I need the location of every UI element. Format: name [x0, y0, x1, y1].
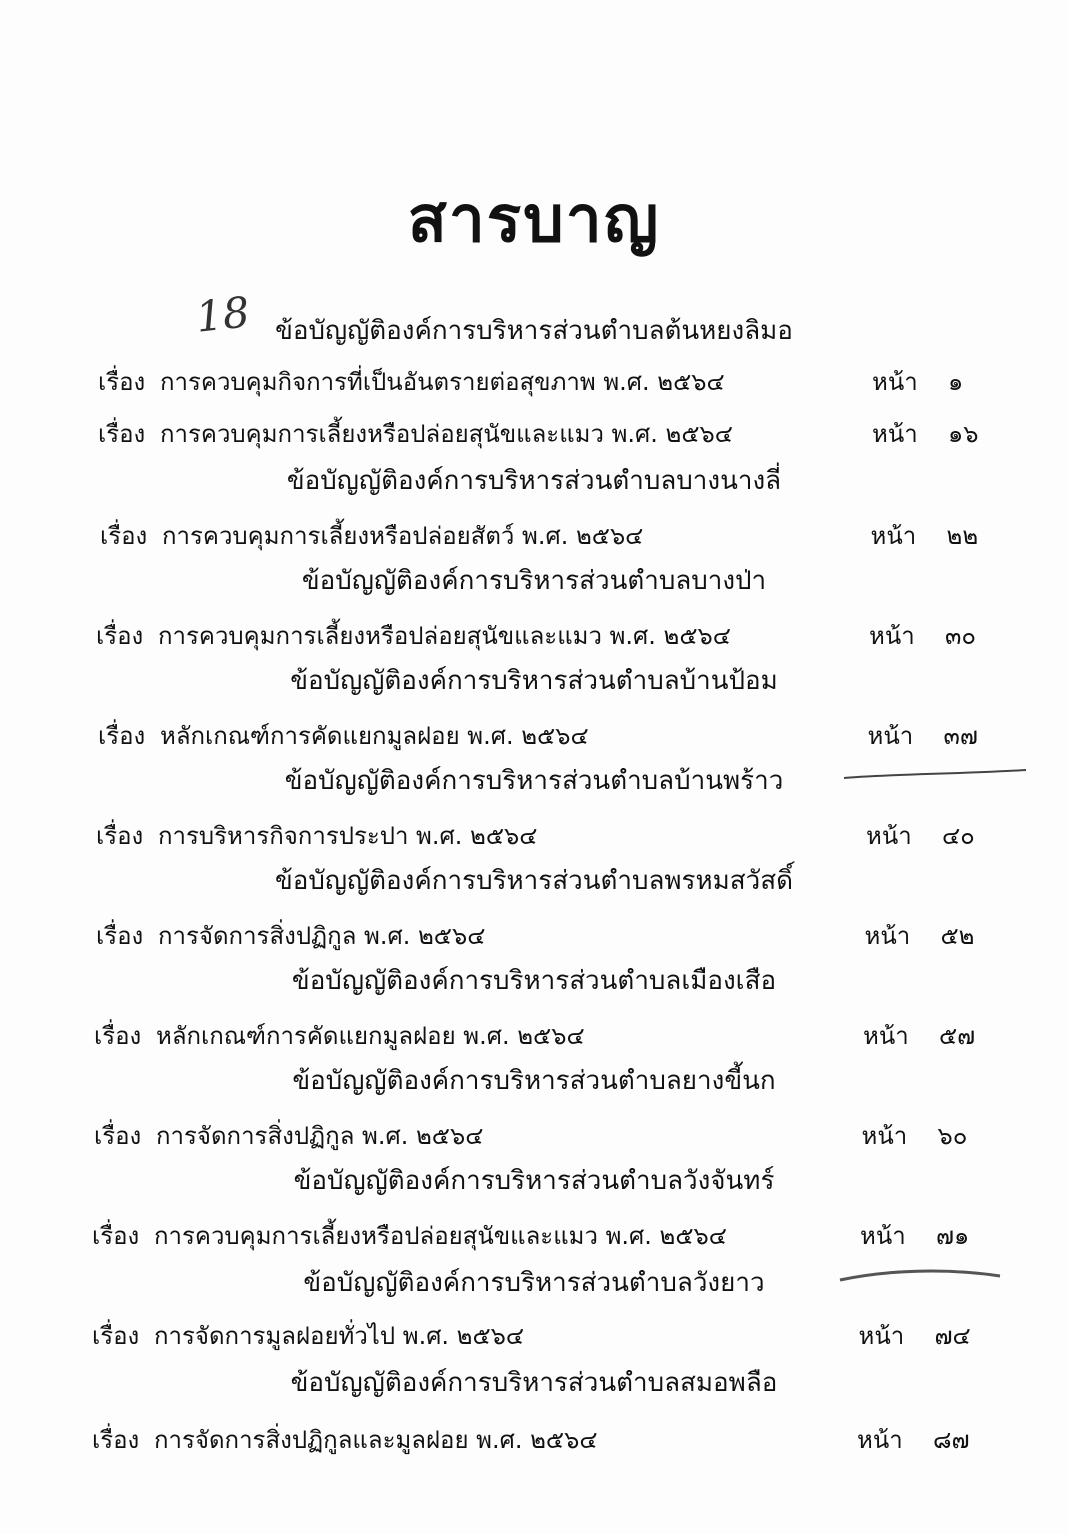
page-number: ๗๔ [934, 1322, 971, 1350]
toc-entry [0, 916, 1068, 956]
entry-prefix: เรื่อง [98, 368, 146, 396]
entry-prefix: เรื่อง [92, 1426, 140, 1454]
entry-prefix: เรื่อง [92, 1322, 140, 1350]
entry-subject: หลักเกณฑ์การคัดแยกมูลฝอย พ.ศ. ๒๕๖๔ [160, 722, 589, 750]
entry-subject: การจัดการสิ่งปฏิกูล พ.ศ. ๒๕๖๔ [158, 922, 486, 950]
page-number: ๑ [948, 368, 964, 396]
page-label: หน้า [864, 922, 911, 950]
page-label: หน้า [869, 622, 915, 650]
section-heading: ข้อบัญญัติองค์การบริหารส่วนตำบลยางขี้นก [292, 1066, 776, 1096]
entry-prefix: เรื่อง [94, 1022, 142, 1050]
section-heading: ข้อบัญญัติองค์การบริหารส่วนตำบลวังจันทร์ [293, 1166, 775, 1196]
page-label: หน้า [872, 420, 918, 448]
entry-subject: หลักเกณฑ์การคัดแยกมูลฝอย พ.ศ. ๒๕๖๔ [156, 1022, 585, 1050]
toc-entry [0, 716, 1068, 756]
toc-entry [0, 362, 1068, 402]
entry-subject: การจัดการสิ่งปฏิกูล พ.ศ. ๒๕๖๔ [156, 1122, 484, 1150]
entry-prefix: เรื่อง [96, 622, 144, 650]
toc-entry [0, 1316, 1068, 1356]
section-heading: ข้อบัญญัติองค์การบริหารส่วนตำบลสมอพลือ [290, 1368, 778, 1398]
section-heading: ข้อบัญญัติองค์การบริหารส่วนตำบลบ้านป้อม [290, 666, 778, 696]
entry-subject: การควบคุมการเลี้ยงหรือปล่อยสุนัขและแมว พ.ศ. ๒๕๖๔ [158, 622, 731, 650]
page-label: หน้า [867, 722, 914, 750]
section-heading: ข้อบัญญัติองค์การบริหารส่วนตำบลต้นหยงลิมอ [275, 316, 793, 346]
page-label: หน้า [863, 1022, 909, 1050]
toc-entry [0, 516, 1068, 556]
section-heading: ข้อบัญญัติองค์การบริหารส่วนตำบลบางนางลี่ [286, 466, 782, 496]
entry-prefix: เรื่อง [92, 1222, 140, 1250]
toc-entry [0, 1216, 1068, 1256]
toc-entry [0, 816, 1068, 856]
page-number: ๒๒ [946, 522, 979, 550]
toc-entry [0, 1420, 1068, 1460]
page-number: ๔๐ [942, 822, 975, 850]
entry-prefix: เรื่อง [98, 722, 146, 750]
page-number: ๓๗ [943, 722, 978, 750]
page-number: ๖๐ [937, 1122, 968, 1150]
page-number: ๗๑ [936, 1222, 970, 1250]
entry-subject: การจัดการมูลฝอยทั่วไป พ.ศ. ๒๕๖๔ [154, 1322, 525, 1350]
page-label: หน้า [858, 1322, 905, 1350]
section-heading: ข้อบัญญัติองค์การบริหารส่วนตำบลบ้านพร้าว [284, 766, 784, 796]
page-label: หน้า [872, 368, 918, 396]
entry-prefix: เรื่อง [96, 922, 144, 950]
page-number: ๕๗ [939, 1022, 976, 1050]
page-label: หน้า [866, 822, 912, 850]
toc-entry [0, 616, 1068, 656]
entry-subject: การควบคุมการเลี้ยงหรือปล่อยสุนัขและแมว พ.ศ. ๒๕๖๔ [154, 1222, 727, 1250]
entry-prefix: เรื่อง [100, 522, 148, 550]
page-number: ๑๖ [948, 420, 979, 448]
page-number: ๕๒ [940, 922, 975, 950]
entry-subject: การควบคุมกิจการที่เป็นอันตรายต่อสุขภาพ พ.ศ. ๒๕๖๔ [160, 368, 725, 396]
entry-subject: การจัดการสิ่งปฏิกูลและมูลฝอย พ.ศ. ๒๕๖๔ [154, 1426, 598, 1454]
section-heading: ข้อบัญญัติองค์การบริหารส่วนตำบลบางป่า [301, 566, 767, 596]
page-title: สารบาญ [407, 183, 661, 257]
page-label: หน้า [861, 1122, 908, 1150]
toc-entry [0, 414, 1068, 454]
page-number: ๓๐ [945, 622, 977, 650]
page-label: หน้า [857, 1426, 903, 1454]
entry-prefix: เรื่อง [98, 420, 146, 448]
section-heading: ข้อบัญญัติองค์การบริหารส่วนตำบลพรหมสวัสดิ์ [274, 866, 794, 896]
toc-entry [0, 1016, 1068, 1056]
entry-subject: การควบคุมการเลี้ยงหรือปล่อยสัตว์ พ.ศ. ๒๕๖๔ [162, 522, 644, 550]
page-label: หน้า [860, 1222, 906, 1250]
section-heading: ข้อบัญญัติองค์การบริหารส่วนตำบลเมืองเสือ [291, 966, 777, 996]
page-number: ๘๗ [933, 1426, 970, 1454]
entry-prefix: เรื่อง [94, 1122, 142, 1150]
page-label: หน้า [870, 522, 917, 550]
toc-entry [0, 1116, 1068, 1156]
entry-subject: การบริหารกิจการประปา พ.ศ. ๒๕๖๔ [158, 822, 538, 850]
handwritten-note: 18 [193, 287, 252, 342]
section-heading: ข้อบัญญัติองค์การบริหารส่วนตำบลวังยาว [303, 1268, 765, 1298]
entry-prefix: เรื่อง [96, 822, 144, 850]
entry-subject: การควบคุมการเลี้ยงหรือปล่อยสุนัขและแมว พ.ศ. ๒๕๖๔ [160, 420, 733, 448]
